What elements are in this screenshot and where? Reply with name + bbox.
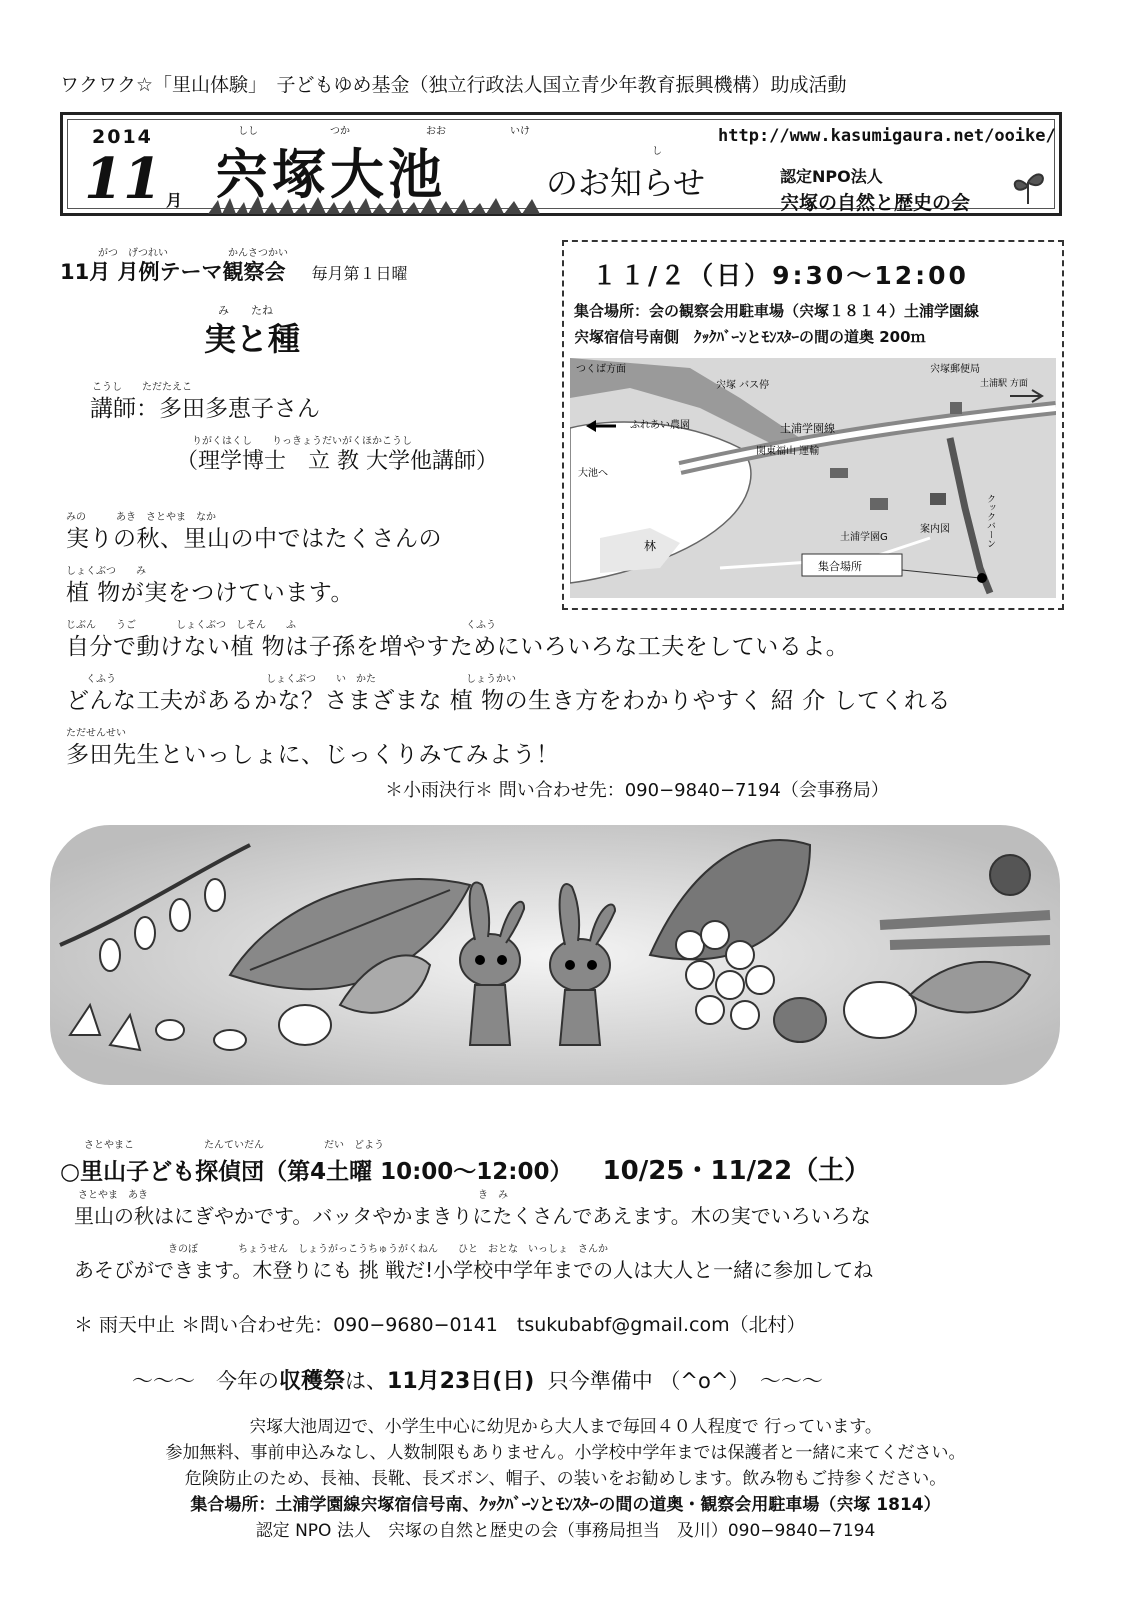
chestnut-icon <box>774 998 826 1042</box>
body-ruby-2: しょくぶつ み <box>66 566 146 577</box>
detectives-contact: ＊ 雨天中止 ＊問い合わせ先：090−9680−0141 tsukubabf@gmail.com（北村） <box>74 1314 806 1336</box>
theme-heading <box>60 256 408 286</box>
map-label-post: 宍塚郵便局 <box>930 364 980 375</box>
nut-icon <box>844 982 916 1038</box>
body-ruby-4: くふう しょくぶつ い かた しょうかい <box>66 674 516 685</box>
map-label-meeting: 集合場所 <box>818 560 862 573</box>
map-building-4 <box>930 493 946 505</box>
sponsor-line: ワクワク☆「里山体験」 子どもゆめ基金（独立行政法人国立青少年教育振興機構）助成活動 <box>60 74 847 96</box>
detectives-dates: 10/25・11/22（土） <box>602 1156 871 1186</box>
lecturer-title: （理学博士 立 教 大学他講師） <box>176 449 498 474</box>
theme-title-ruby: み たね <box>218 304 273 317</box>
harvest-announcement <box>132 1364 823 1395</box>
footer-line-2: 参加無料、事前申込みなし、人数制限もありません。小学校中学年までは保護者と一緒に来てください。 <box>165 1443 966 1463</box>
body-line-2: 植 物が実をつけています。 <box>66 580 354 606</box>
body-line-1: 実りの秋、里山の中ではたくさんの <box>66 526 442 552</box>
footer-line-4: 集合場所：土浦学園線宍塚宿信号南、ｸｯｸﾊﾞｰﾝとﾓﾝｽﾀｰの間の道奥・観察会用駐車場（宍塚 1814） <box>190 1495 941 1515</box>
autumn-illustration <box>50 805 1060 1105</box>
harvest-event: 収穫祭 <box>279 1369 346 1394</box>
footer-line-1: 宍塚大池周辺で、小学生中心に幼児から大人まで毎回４０人程度で 行っています。 <box>249 1417 882 1437</box>
body-ruby-1: みの あき さとやま なか <box>66 512 216 523</box>
banner-month-unit: 月 <box>166 191 183 210</box>
harvest-mid: は、 <box>345 1369 388 1393</box>
lecturer: 講師：多田多恵子さん <box>90 396 320 422</box>
banner-org-name: 宍塚の自然と歴史の会 <box>780 192 971 214</box>
lecturer-ruby: こうし ただたえこ <box>92 382 192 393</box>
map-label-forest: 林 <box>644 539 657 553</box>
detectives-line2: あそびができます。木登りにも 挑 戦だ!小学校中学年までの人は大人と一緒に参加してね <box>74 1258 874 1282</box>
banner-frame <box>67 119 1056 214</box>
theme-ruby: がつ げつれい かんさつかい <box>98 248 288 259</box>
banner-ruby-ike: いけ <box>510 126 530 137</box>
map-label-station: 土浦駅 方面 <box>980 379 1028 389</box>
body-ruby-3: じぶん うご しょくぶつ しそん ふ くふう <box>66 620 496 631</box>
banner-month: 11 <box>84 146 162 212</box>
map-label-cookbarn: クックバーン <box>985 494 995 548</box>
grass-decoration-icon <box>208 194 548 216</box>
footer-line-5: 認定 NPO 法人 宍塚の自然と歴史の会（事務局担当 及川）090−9840−7194 <box>255 1521 876 1541</box>
detectives-line1: 里山の秋はにぎやかです。バッタやかまきりにたくさんであえます。木の実でいろいろな <box>74 1204 871 1228</box>
harvest-suffix: 只今準備中 （^o^） 〜〜〜 <box>547 1369 823 1393</box>
banner-org-type: 認定NPO法人 <box>780 167 883 186</box>
harvest-date: 11月23日(日) <box>387 1369 535 1394</box>
theme-heading-text: 11月 月例テーマ観察会 <box>60 260 286 284</box>
map-building-1 <box>830 468 848 478</box>
lecturer2-ruby: りがくはくし りっきょうだいがくほかこうし <box>192 436 412 447</box>
detectives-heading <box>60 1150 870 1187</box>
map-label-bus-stop: 宍塚 バス停 <box>716 380 770 391</box>
map-label-kanto: 関東福山 運輸 <box>756 446 820 457</box>
map-label-gakuen-line: 土浦学園線 <box>780 422 835 435</box>
detectives-heading-text: ○里山子ども探偵団（第4土曜 10:00〜12:00） <box>60 1159 573 1185</box>
detectives-line2-ruby: きのぼ ちょうせん しょうがっこうちゅうがくねん ひと おとな いっしょ さんか <box>78 1244 608 1255</box>
map-label-tsukuba: つくば方面 <box>576 364 626 375</box>
map-label-annai: 案内図 <box>920 524 950 535</box>
map-label-gakuen-g: 土浦学園G <box>840 532 888 543</box>
map-meeting-point-icon <box>977 573 987 583</box>
body-contact-note: ＊小雨決行＊ 問い合わせ先：090−9840−7194（会事務局） <box>385 780 889 801</box>
map-building-3 <box>950 402 962 414</box>
sprout-icon <box>1008 168 1048 204</box>
body-ruby-5: ただせんせい <box>66 728 126 739</box>
event-place-line2: 宍塚宿信号南側 ｸｯｸﾊﾞｰﾝとﾓﾝｽﾀｰの間の道奥 200ｍ <box>574 328 926 346</box>
detectives-line1-ruby: さとやま あき き み <box>78 1190 508 1201</box>
map-label-fureai: ふれあい農園 <box>630 420 690 431</box>
detectives-ruby: さとやまこ たんていだん だい どよう <box>84 1140 384 1151</box>
banner-ruby-oo: おお <box>426 126 446 137</box>
banner-subtitle: のお知らせ <box>546 164 706 202</box>
theme-title: 実と種 <box>204 320 301 358</box>
event-info-box <box>562 240 1064 610</box>
harvest-prefix: 〜〜〜 今年の <box>132 1369 279 1393</box>
banner-ruby-tsuka: つか <box>330 126 350 137</box>
body-line-4: どんな工夫があるかな？さまざまな 植 物の生き方をわかりやすく 紹 介 してくれる <box>66 688 952 714</box>
body-line-5: 多田先生といっしょに、じっくりみてみよう！ <box>66 742 560 768</box>
banner-title: 宍塚大池 <box>214 142 446 206</box>
theme-schedule: 毎月第１日曜 <box>311 264 408 283</box>
banner-year: 2014 <box>92 126 153 148</box>
body-line-3: 自分で動けない植 物は子孫を増やすためにいろいろな工夫をしているよ。 <box>66 634 850 660</box>
banner-ruby-shishi: しし <box>238 126 258 137</box>
footer-line-3: 危険防止のため、長袖、長靴、長ズボン、帽子、の装いをお勧めします。飲み物もご持参ください。 <box>184 1469 947 1489</box>
banner-ruby-shi: し <box>652 146 662 157</box>
persimmon-icon <box>990 855 1030 895</box>
banner-url: http://www.kasumigaura.net/ooike/ <box>718 126 1056 146</box>
event-place-line1: 集合場所：会の観察会用駐車場（宍塚１８１４）土浦学園線 <box>574 302 980 320</box>
access-map <box>570 358 1056 598</box>
event-datetime: １１/２（日）9:30〜12:00 <box>592 261 969 290</box>
map-building-2 <box>870 498 888 510</box>
title-banner <box>60 112 1062 216</box>
map-label-ooike: 大池へ <box>578 468 608 479</box>
